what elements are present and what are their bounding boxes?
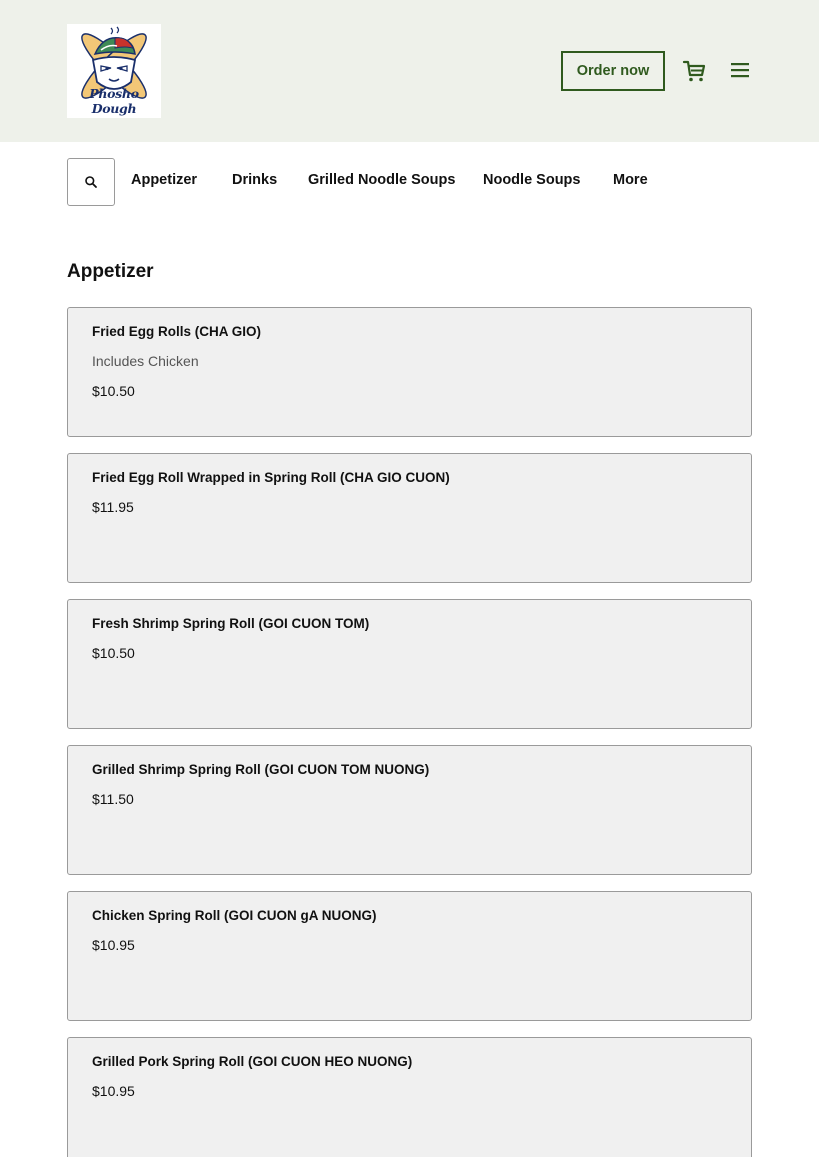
item-name: Fried Egg Roll Wrapped in Spring Roll (CHA GIO CUON)	[92, 470, 450, 485]
search-icon	[84, 175, 98, 189]
item-price: $10.50	[92, 645, 135, 661]
order-now-button[interactable]: Order now	[561, 51, 665, 91]
menu-item-card[interactable]	[67, 599, 752, 729]
category-nav	[0, 158, 819, 206]
tab-more[interactable]: More	[613, 172, 648, 188]
item-description: Includes Chicken	[92, 353, 199, 369]
brand-logo[interactable]	[67, 24, 161, 118]
item-price: $11.95	[92, 499, 134, 515]
tab-grilled-noodle-soups[interactable]: Grilled Noodle Soups	[308, 172, 456, 188]
item-name: Grilled Pork Spring Roll (GOI CUON HEO NUONG)	[92, 1054, 413, 1069]
menu-item-card[interactable]	[67, 891, 752, 1021]
item-name: Fresh Shrimp Spring Roll (GOI CUON TOM)	[92, 616, 370, 631]
section-title: Appetizer	[67, 261, 154, 282]
item-price: $10.50	[92, 383, 135, 399]
item-price: $11.50	[92, 791, 134, 807]
menu-item-card[interactable]	[67, 453, 752, 583]
site-header	[0, 0, 819, 142]
item-name: Chicken Spring Roll (GOI CUON gA NUONG)	[92, 908, 377, 923]
item-price: $10.95	[92, 937, 135, 953]
tab-appetizer[interactable]: Appetizer	[131, 172, 198, 188]
menu-item-card[interactable]	[67, 745, 752, 875]
hamburger-menu-icon[interactable]	[728, 58, 752, 82]
item-price: $10.95	[92, 1083, 135, 1099]
search-button[interactable]	[67, 158, 115, 206]
tab-drinks[interactable]: Drinks	[232, 172, 278, 188]
cart-icon[interactable]	[681, 58, 707, 84]
item-name: Fried Egg Rolls (CHA GIO)	[92, 324, 262, 339]
item-name: Grilled Shrimp Spring Roll (GOI CUON TOM NUONG)	[92, 762, 430, 777]
menu-item-card[interactable]	[67, 1037, 752, 1157]
menu-item-card[interactable]	[67, 307, 752, 437]
tab-noodle-soups[interactable]: Noodle Soups	[483, 172, 581, 188]
logo-wordmark: Phosho Dough	[89, 86, 139, 116]
